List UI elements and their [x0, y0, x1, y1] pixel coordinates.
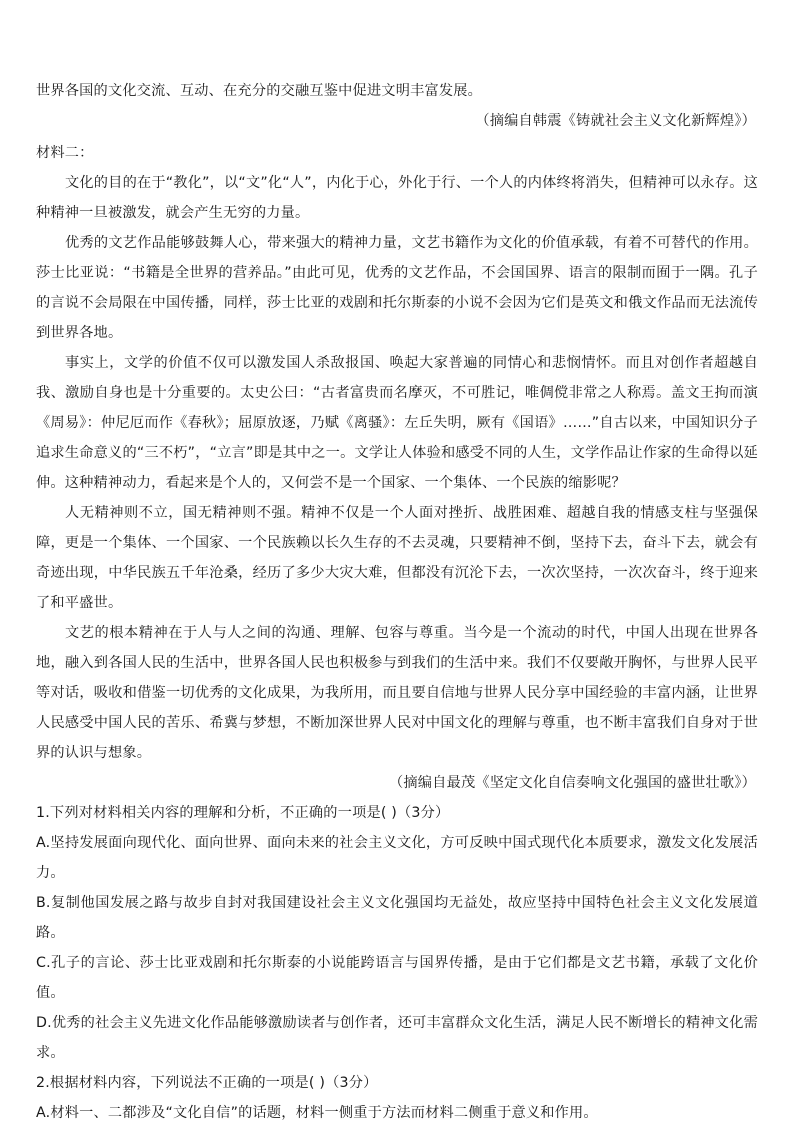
- material-two-paragraph: 事实上，文学的价值不仅可以激发国人杀敌报国、唤起大家普遍的同情心和悲悯情怀。而且对创作者超越自我、激励自身也是十分重要的。太史公曰：“古者富贵而名摩灭，不可胜记，唯倜傥非常之人称焉。盖文王拘而演《周易》：仲尼厄而作《春秋》；屈原放逐，乃赋《离骚》：左丘失明，厥有《国语》……”自古以来，中国知识分子追求生命意义的“三不朽”，“立言”即是其中之一。文学让人体验和感受不同的人生，文学作品让作家的生命得以延伸。这种精神动力，看起来是个人的，又何尝不是一个国家、一个集体、一个民族的缩影呢？: [36, 355, 758, 491]
- question-1-stem: 1.下列对材料相关内容的理解和分析，不正确的一项是( )（3分）: [36, 805, 450, 821]
- question-2-stem: 2.根据材料内容，下列说法不正确的一项是( )（3分）: [36, 1075, 378, 1091]
- question-1-option-d: D.优秀的社会主义先进文化作品能够激励读者与创作者，还可丰富群众文化生活，满足人民不断增长的精神文化需求。: [36, 1015, 758, 1061]
- question-2-option-a: A.材料一、二都涉及“文化自信”的话题，材料一侧重于方法而材料二侧重于意义和作用。: [36, 1105, 598, 1121]
- question-1-option-c: C.孔子的言论、莎士比亚戏剧和托尔斯泰的小说能跨语言与国界传播，是由于它们都是文艺书籍，承载了文化价值。: [36, 955, 758, 1001]
- material-two-label: 材料二：: [36, 145, 94, 161]
- material-two-source: （摘编自最茂《坚定文化自信奏响文化强国的盛世壮歌》）: [389, 775, 756, 791]
- material-two-paragraph: 文艺的根本精神在于人与人之间的沟通、理解、包容与尊重。当今是一个流动的时代，中国人出现在世界各地，融入到各国人民的生活中，世界各国人民也积极参与到我们的生活中来。我们不仅要敞开胸怀，与世界人民平等对话，吸收和借鉴一切优秀的文化成果，为我所用，而且要自信地与世界人民分享中国经验的丰富内涵，让世界人民感受中国人民的苦乐、希冀与梦想，不断加深世界人民对中国文化的理解与尊重，也不断丰富我们自身对于世界的认识与想象。: [36, 625, 758, 761]
- material-one-tail: 世界各国的文化交流、互动、在充分的交融互鉴中促进文明丰富发展。: [36, 83, 483, 99]
- material-two-paragraph: 优秀的文艺作品能够鼓舞人心，带来强大的精神力量，文艺书籍作为文化的价值承载，有着不可替代的作用。莎士比亚说：“书籍是全世界的营养品。”由此可见，优秀的文艺作品，不会国国界、语言的限制而囿于一隅。孔子的言说不会局限在中国传播，同样，莎士比亚的戏剧和托尔斯泰的小说不会因为它们是英文和俄文作品而无法流传到世界各地。: [36, 235, 758, 341]
- material-one-source: （摘编自韩震《铸就社会主义文化新辉煌》）: [475, 113, 756, 129]
- material-two-paragraph: 人无精神则不立，国无精神则不强。精神不仅是一个人面对挫折、战胜困难、超越自我的情感支柱与坚强保障，更是一个集体、一个国家、一个民族赖以长久生存的不去灵魂，只要精神不倒，坚持下去，奋斗下去，就会有奇迹出现，中华民族五千年沧桑，经历了多少大灾大难，但都没有沉沦下去，一次次坚持，一次次奋斗，终于迎来了和平盛世。: [36, 505, 758, 611]
- question-1-option-b: B.复制他国发展之路与故步自封对我国建设社会主义文化强国均无益处，故应坚持中国特色社会主义文化发展道路。: [36, 895, 758, 941]
- question-1-option-a: A.坚持发展面向现代化、面向世界、面向未来的社会主义文化，方可反映中国式现代化本质要求，激发文化发展活力。: [36, 835, 758, 881]
- material-two-paragraph: 文化的目的在于“教化”，以“文”化“人”，内化于心，外化于行、一个人的内体终将消失，但精神可以永存。这种精神一旦被激发，就会产生无穷的力量。: [36, 175, 758, 221]
